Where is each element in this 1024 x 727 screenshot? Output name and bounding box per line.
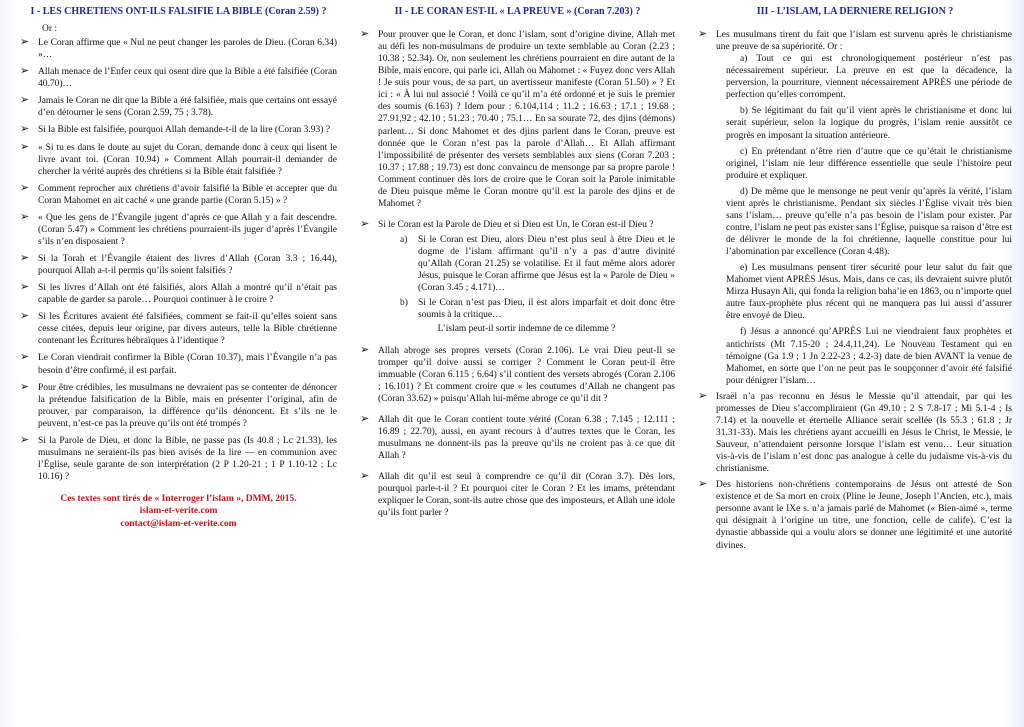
item-text: Le Coran affirme que « Nul ne peut changer les paroles de Dieu. (Coran 6.34) »… <box>38 38 337 61</box>
column-1 <box>20 6 337 723</box>
sub-marker: a) <box>400 235 408 245</box>
arrow-bullet-icon: ➢ <box>20 181 30 194</box>
sub-paragraph: b) Se légitimant du fait qu’il vient après le christianisme et donc lui serait supérieur, selon la logique du progrès, l’islam renie aussitôt ce progrès en imposant la situation antérieure. <box>726 106 1012 141</box>
item-text: Les musulmans tirent du fait que l’islam est survenu après le christianisme une preuve de sa supériorité. Or : <box>716 30 1012 53</box>
arrow-bullet-icon: ➢ <box>698 389 708 402</box>
list-item <box>698 29 1012 387</box>
item-text: Jamais le Coran ne dit que la Bible a été falsifiée, mais que certains ont essayé d’en détourner le sens (Coran 2.59, 75 ; 3.78). <box>38 96 337 119</box>
arrow-bullet-icon: ➢ <box>20 94 30 107</box>
sub-item-a <box>388 234 675 294</box>
sub-text: Si le Coran n’est pas Dieu, il est alors imparfait et doit donc être soumis à la critique… <box>418 298 675 321</box>
arrow-bullet-icon: ➢ <box>20 36 30 49</box>
column-1-intro: Or : <box>42 24 58 34</box>
list-item <box>20 183 337 207</box>
item-text: Le Coran viendrait confirmer la Bible (Coran 10.37), mais l’Évangile n’a pas besoin d’être confirmé, il est parfait. <box>38 353 337 376</box>
column-3-title: III - L’ISLAM, LA DERNIÈRE RELIGION ? <box>756 6 954 17</box>
sub-paragraph: c) En prétendant n’être rien d’autre que ce qu’était le christianisme originel, l’islam nie leur différence essentielle que seule l’histoire peut produire et expliquer. <box>726 146 1012 181</box>
column-1-title: I - LES CHRÉTIENS ONT-ILS FALSIFIÉ LA BIBLE (Coran 2.59) ? <box>30 6 327 17</box>
column-1-list <box>20 37 337 483</box>
item-text: Allah dit que le Coran contient toute vérité (Coran 6.38 ; 7.145 ; 12.111 ; 16.89 ; 22.70), aussi, en ayant recours à d’autres textes que le Coran, les musulmans ne donnent-ils pas la preuve qu’ils ne croient pas à ce que dit Allah ? <box>378 414 675 461</box>
item-text: « Que les gens de l’Évangile jugent d’après ce que Allah y a fait descendre. (Coran 5.47) » Comment les chrétiens pourraient-ils juger d’après l’Évangile s’ils n’en disposaient ? <box>38 212 337 247</box>
sub-paragraph: e) Les musulmans pensent tirer sécurité pour leur salut du fait que Mahomet vient APRÈS Jésus. Mais, dans ce cas, ils devraient suivre plutôt Mirza Husayn Ali, qui fonda la religion baha’ie en 1863, ou n’importe quel autre faux-prophète plus récent qui ne manquera pas lui aussi d’assurer être envoyé de Dieu. <box>726 263 1012 322</box>
sub-text: Si le Coran est Dieu, alors Dieu n’est plus seul à être Dieu et le dogme de l’islam affirmant qu’il n’y a pas d’autre divinité qu’Allah (Coran 21.25) se volatilise. Et il faut même alors adorer Jésus, puisque le Coran affirme que Jésus est la « Parole de Dieu » (Coran 3.45 ; 4.171)… <box>418 235 675 294</box>
item-text: Pour être crédibles, les musulmans ne devraient pas se contenter de dénoncer la prétendue falsification de la Bible, mais en présenter l’original, afin de prouver, par comparaison, la différence qu’ils dénoncent. Et s’ils ne le peuvent, n’est-ce pas la preuve qu’ils ont été trompés ? <box>38 382 337 429</box>
item-text: Pour prouver que le Coran, et donc l’islam, sont d’origine divine, Allah met au défi les non-musulmans de produire un texte semblable au Coran (2.23 ; 10.38 ; 52.34). Or, non seulement les chrétiens pourraient en dire autant de la Bible, mais encore, qui parle ici, Allah ou Mahomet : « Fuyez donc vers Allah ! Je suis pour vous, de sa part, un avertisseur manifeste (Coran 51.50) » ? Et ici : « À lui nul associé ! Voilà ce qu’il m’a été ordonné et je suis le premier des soumis (6.163) ? Idem pour : 6.104,114 ; 11.2 ; 16.63 ; 17.1 ; 19.68 ; 27.91,92 ; 42.10 ; 51.23 ; 70.40 ; 75.1… En sa sourate 72, des djins (démons) parlent… Si donc Mahomet et des djins parlent dans le Coran, preuve est donnée que le Coran n’est pas la parole d’Allah… Et Allah affirmant l’impossibilité de présenter des versets semblables aux siens (Coran 7.203 ; 10.37 ; 17.88 ; 19.73) est donc convaincu de mensonge par sa propre parole ! Comment continuer dès lors de croire que le Coran soit la Parole inimitable de Dieu puisque même le Coran montre qu’il est la parole des djins et de Mahomet ? <box>378 30 675 209</box>
arrow-bullet-icon: ➢ <box>20 123 30 136</box>
arrow-bullet-icon: ➢ <box>20 210 30 223</box>
dilemma-conclusion: L’islam peut-il sortir indemne de ce dilemme ? <box>437 324 616 335</box>
item-text: Comment reprocher aux chrétiens d’avoir falsifié la Bible et accepter que du Coran Mahomet en ait caché « une grande partie (Coran 5.15) » ? <box>38 183 337 206</box>
contact-email[interactable]: contact@islam-et-verite.com <box>120 518 237 529</box>
list-item <box>20 352 337 376</box>
item-text: Si les Écritures avaient été falsifiées, comment se fait-il qu’elles soient sans cesse citées, depuis leur origine, par divers auteurs, telle la Bible chrétienne contenant les Écritures hébraïques à l’identique ? <box>38 312 337 347</box>
list-item <box>360 471 675 519</box>
sub-paragraphs <box>716 53 1012 387</box>
arrow-bullet-icon: ➢ <box>360 470 370 483</box>
arrow-bullet-icon: ➢ <box>698 28 708 40</box>
arrow-bullet-icon: ➢ <box>360 28 370 40</box>
arrow-bullet-icon: ➢ <box>20 140 30 153</box>
list-item <box>360 29 675 210</box>
list-item <box>20 382 337 430</box>
item-text: Allah dit qu’il est seul à comprendre ce qu’il dit (Coran 3.7). Dès lors, pourquoi parle-t-il ? Et pourquoi citer le Coran ? Et les imams, prétendant expliquer le Coran, sont-ils autre chose que des imposteurs, et Allah une idole qu’ils font parler ? <box>378 472 675 519</box>
item-text: Allah abroge ses propres versets (Coran 2.106). Le vrai Dieu peut-Il se tromper qu’il doive aussi se corriger ? Comment le Coran peut-il être immuable (Coran 6.115 ; 6.64) s’il contient des versets abrogés (Coran 2.106 ; 16.101) ? Et comment croire que « les coutumes d’Allah ne changent pas (Coran 33.62) » puisqu’Allah lui-même abroge ce qu’il dit ? <box>378 345 675 404</box>
list-item <box>20 212 337 248</box>
list-item <box>20 142 337 178</box>
list-item <box>360 345 675 405</box>
arrow-bullet-icon: ➢ <box>360 412 370 425</box>
list-item <box>360 414 675 462</box>
item-text: « Si tu es dans le doute au sujet du Coran, demande donc à ceux qui lisent le livre avant toi. (Coran 10.94) » Comment Allah pourrait-il demander de chercher la vérité auprès des chrétiens si la Bible était falsifiée ? <box>38 142 337 177</box>
source-credit <box>20 493 337 530</box>
sub-paragraph: d) De même que le mensonge ne peut venir qu’après la vérité, l’islam vient après le christianisme. Pendant six siècles l’Église vivait très bien sans l’islam… preuve qu’elle n’a pas besoin de l’islam pour exister. Par contre, l’islam ne peut pas exister sans l’Église, puisque sa raison d’être est de délivrer le monde de la foi chrétienne, laquelle constitue pour lui l’abomination par excellence (Coran 4.48). <box>726 186 1012 258</box>
item-text: Allah menace de l’Enfer ceux qui osent dire que la Bible a été falsifiée (Coran 40.70)… <box>38 67 337 90</box>
item-text: Si la Bible est falsifiée, pourquoi Allah demande-t-il de la lire (Coran 3.93) ? <box>38 125 331 136</box>
list-item <box>20 124 337 136</box>
list-item <box>20 435 337 483</box>
item-text: Si les livres d’Allah ont été falsifiés, alors Allah a montré qu’il n’était pas capable de garder sa parole… Pourquoi continuer à le croire ? <box>38 283 337 306</box>
column-3 <box>698 6 1012 723</box>
arrow-bullet-icon: ➢ <box>20 65 30 78</box>
list-item <box>20 282 337 306</box>
sub-paragraph: f) Jésus a annoncé qu’APRÈS Lui ne viendraient faux prophètes et antichrists (Mt 7.15-20 ; 24.4,11,24). Le Nouveau Testament qui en témoigne (Ga 1.9 ; 1 Jn 2.22-23 ; 4.2-3) date de bien AVANT la venue de Mahomet, en sorte que l’on ne peut pas le soupçonner d’avoir été falsifié pour dénigrer l’islam… <box>726 327 1012 386</box>
sub-paragraph: a) Tout ce qui est chronologiquement postérieur n’est pas nécessairement supérieur. La preuve en est que la décadence, la perversion, la pourriture, viennent nécessairement APRÈS une période de perfection qu’elles corrompent. <box>726 54 1012 101</box>
arrow-bullet-icon: ➢ <box>698 478 708 491</box>
item-text: Si le Coran est la Parole de Dieu et si Dieu est Un, le Coran est-il Dieu ? <box>378 219 654 230</box>
sub-item-b <box>388 297 675 321</box>
list-item <box>360 219 675 336</box>
list-item <box>20 37 337 61</box>
item-text: Israël n’a pas reconnu en Jésus le Messie qu’il attendait, par qui les promesses de Dieu s’accompliraient (Gn 49.10 ; 2 S 7.8-17 ; Mi 5.1-4 ; Is 7.14) et la nouvelle et éternelle Alliance serait scellée (Is 55.3 ; 61.8 ; Jr 31.31-33). Mais les chrétiens ayant accueilli en Jésus le Christ, le Messie, le Sauveur, n’attendaient personne lorsque l’islam est venu… Leur situation vis-à-vis de l’islam n’est donc pas analogue à celle du judaïsme vis-à-vis du christianisme. <box>716 391 1012 475</box>
list-item <box>698 391 1012 475</box>
item-text: Si la Torah et l’Évangile étaient des livres d’Allah (Coran 3.3 ; 16.44), pourquoi Allah a-t-il permis qu’ils soient falsifiés ? <box>38 254 337 277</box>
arrow-bullet-icon: ➢ <box>20 433 30 446</box>
arrow-bullet-icon: ➢ <box>20 380 30 393</box>
item-text: Si la Parole de Dieu, et donc la Bible, ne passe pas (Is 40.8 ; Lc 21.33), les musulmans ne seraient-ils pas bien avisés de la lire — en communion avec l’Église, seule garante de son interprétation (2 P 1.20-21 ; 1 P 1.10-12 ; Lc 10.16) ? <box>38 435 337 482</box>
arrow-bullet-icon: ➢ <box>360 343 370 356</box>
list-item <box>20 66 337 90</box>
column-2 <box>360 6 675 723</box>
item-text: Des historiens non-chrétiens contemporains de Jésus ont attesté de Son existence et de Sa mort en croix (Pline le Jeune, Joseph l’Ancien, etc.), mais personne avant le IXe s. n’a jamais parlé de Mahomet (« Bien-aimé », terme qui désignait à l’origine un titre, une fonction, celle de calife). C’est la dynastie abbasside qui a voulu alors se donner une légitimité et une autorité divines. <box>716 480 1012 551</box>
arrow-bullet-icon: ➢ <box>20 351 30 364</box>
website-link[interactable]: islam-et-verite.com <box>139 506 218 517</box>
sub-marker: b) <box>400 298 408 309</box>
arrow-bullet-icon: ➢ <box>20 252 30 264</box>
arrow-bullet-icon: ➢ <box>360 217 370 230</box>
list-item <box>20 253 337 277</box>
list-item <box>20 311 337 347</box>
arrow-bullet-icon: ➢ <box>20 310 30 323</box>
column-2-title: II - LE CORAN EST-IL « LA PREUVE » (Coran 7.203) ? <box>394 6 641 17</box>
arrow-bullet-icon: ➢ <box>20 281 30 294</box>
list-item <box>698 479 1012 551</box>
credit-text: Ces textes sont tirés de « Interroger l’islam », DMM, 2015. <box>60 494 297 505</box>
list-item <box>20 95 337 119</box>
